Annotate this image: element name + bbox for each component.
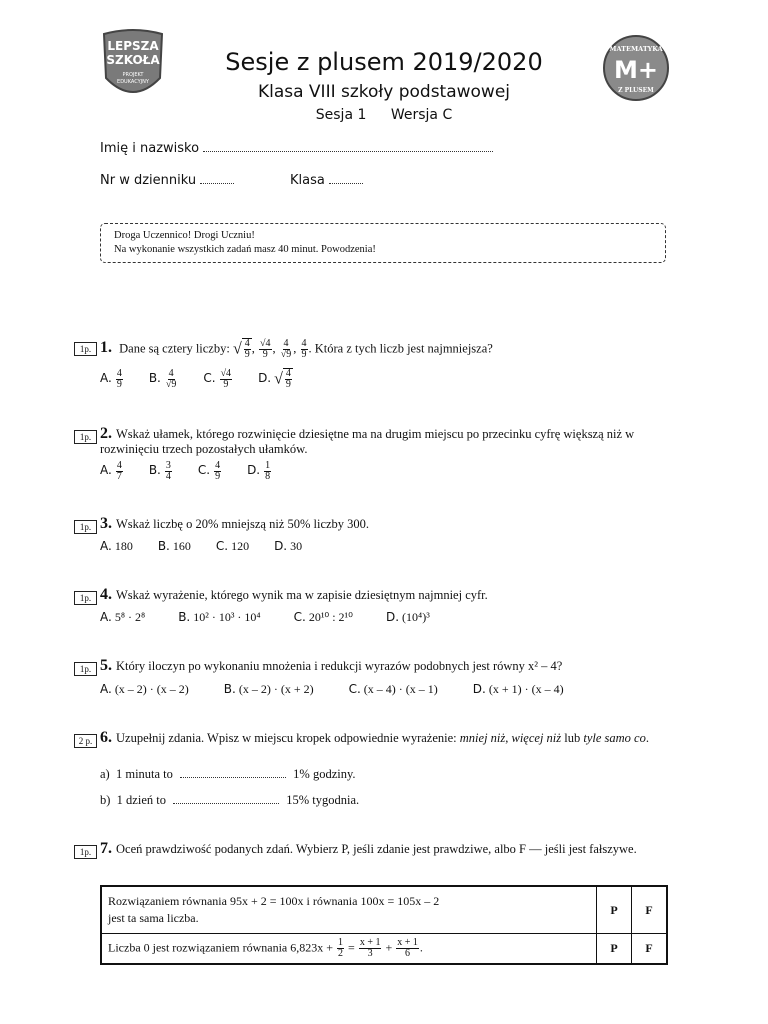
- points-box: 1p.: [74, 430, 97, 444]
- session-label: Sesja 1: [315, 107, 367, 123]
- table-row: [101, 886, 667, 934]
- number-label: Nr w dzienniku: [100, 173, 197, 188]
- true-false-table: [100, 885, 668, 965]
- page-subtitle: Klasa VIII szkoły podstawowej: [257, 82, 511, 102]
- task-5-options: [100, 682, 586, 697]
- task-number: 4.: [100, 586, 112, 603]
- option-c[interactable]: C. (x – 4) · (x – 1): [348, 682, 438, 696]
- task-2: [100, 426, 668, 457]
- version-label: Wersja C: [390, 107, 453, 123]
- task-4-options: [100, 610, 452, 625]
- notice-line2: Na wykonanie wszystkich zadań masz 40 minut. Powodzenia!: [114, 244, 376, 255]
- notice-line1: Droga Uczennico! Drogi Uczniu!: [114, 230, 255, 241]
- option-a[interactable]: A. $\frac{4}{7}$: [100, 460, 122, 482]
- class-label: Klasa: [290, 173, 325, 188]
- task-number: 7.: [100, 840, 112, 857]
- points-box: 1p.: [74, 591, 97, 605]
- statement-1: Rozwiązaniem równania 95x + 2 = 100x i równania 100x = 105x – 2 jest ta sama liczba.: [101, 886, 597, 934]
- task-5-text: Który iloczyn po wykonaniu mnożenia i redukcji wyrazów podobnych jest równy x² – 4?: [116, 659, 563, 673]
- task-4: [100, 587, 668, 603]
- number-blank[interactable]: [200, 173, 234, 184]
- option-a[interactable]: A. 5⁸ · 2⁸: [100, 610, 146, 624]
- option-b[interactable]: B. $\frac{3}{4}$: [148, 460, 171, 482]
- option-c[interactable]: C. $\frac{4}{9}$: [197, 460, 221, 482]
- name-blank[interactable]: [203, 141, 493, 152]
- option-b[interactable]: B. $\frac{4}{√9}$: [148, 368, 177, 390]
- option-b[interactable]: B. (x – 2) · (x + 2): [223, 682, 314, 696]
- task-number: 5.: [100, 657, 112, 674]
- true-option-2[interactable]: P: [597, 934, 632, 965]
- option-a[interactable]: A. 180: [100, 539, 133, 553]
- points-box: 1p.: [74, 845, 97, 859]
- math-4-over-9: $\frac{4}{9}$: [301, 338, 307, 360]
- statement-2: Liczba 0 jest rozwiązaniem równania 6,823x + $\frac{1}{2}$ = $\frac{x + 1}{3}$ + $\frac{x + 1}{6}$ .: [101, 934, 597, 965]
- logo-line3: PROJEKT: [122, 72, 144, 78]
- name-field[interactable]: [100, 141, 493, 156]
- number-field[interactable]: [100, 173, 234, 188]
- points-box: 1p.: [74, 342, 97, 356]
- task-number: 2.: [100, 425, 112, 442]
- points-box: 1p.: [74, 520, 97, 534]
- task-3-text: Wskaż liczbę o 20% mniejszą niż 50% liczby 300.: [116, 517, 370, 531]
- name-label: Imię i nazwisko: [100, 141, 200, 156]
- task-number: 3.: [100, 515, 112, 532]
- logo-right-top: MATEMATYKA: [609, 45, 663, 53]
- points-box: 1p.: [74, 662, 97, 676]
- logo-right-bottom: Z PLUSEM: [618, 87, 654, 94]
- option-a[interactable]: A. (x – 2) · (x – 2): [100, 682, 189, 696]
- option-c[interactable]: C. 20¹⁰ : 2¹⁰: [293, 610, 353, 624]
- task-2-text: Wskaż ułamek, którego rozwinięcie dziesiętne ma na drugim miejscu po przecinku cyfrę większą niż w rozwinięciu trzech pozostałych ułamków.: [100, 427, 635, 456]
- notice-box: [100, 223, 666, 263]
- session-info: [0, 107, 768, 123]
- logo-line2: SZKOŁA: [106, 53, 160, 67]
- task-7: [100, 841, 668, 857]
- task-6: 6. Uzupełnij zdania. Wpisz w miejscu kropek odpowiednie wyrażenie: mniej niż, więcej niż lub tyle samo co.: [100, 729, 649, 746]
- class-blank[interactable]: [329, 173, 363, 184]
- option-b[interactable]: B. 160: [157, 539, 191, 553]
- option-d[interactable]: D. (10⁴)³: [385, 610, 430, 624]
- logo-line4: EDUKACYJNY: [117, 79, 149, 85]
- task-5: [100, 658, 668, 674]
- page-title: Sesje z plusem 2019/2020: [225, 48, 543, 76]
- false-option-1[interactable]: F: [632, 886, 668, 934]
- true-option-1[interactable]: P: [597, 886, 632, 934]
- option-d[interactable]: D. $\frac{1}{8}$: [247, 460, 271, 482]
- logo-right-mark: M+: [614, 56, 658, 84]
- option-d[interactable]: D. (x + 1) · (x – 4): [472, 682, 564, 696]
- answer-blank-a[interactable]: [180, 767, 286, 778]
- task-4-text: Wskaż wyrażenie, którego wynik ma w zapisie dziesiętnym najmniej cyfr.: [116, 588, 488, 602]
- math-sqrt-4-over-9: √ $\frac{4}{9}$: [232, 338, 250, 360]
- task-1: 1. Dane są cztery liczby: √ $\frac{4}{9}$ , $\frac{√4}{9}$ , $\frac{4}{√9}$ , $\frac{4}{9}$ . Która z tych liczb jest najmniejsza?: [100, 338, 493, 360]
- math-sqrt4-over-9: $\frac{√4}{9}$: [260, 338, 271, 360]
- points-box: 2 p.: [74, 734, 97, 748]
- logo-line1: LEPSZA: [107, 39, 159, 53]
- task-3-options: [100, 539, 324, 554]
- option-d[interactable]: D. 30: [274, 539, 303, 553]
- answer-blank-b[interactable]: [173, 793, 279, 804]
- task-7-text: Oceń prawdziwość podanych zdań. Wybierz P, jeśli zdanie jest prawdziwe, albo F — jeśli jest fałszywe.: [116, 842, 637, 856]
- task-number: 1.: [100, 339, 112, 357]
- task-1-text-b: . Która z tych liczb jest najmniejsza?: [308, 341, 493, 356]
- option-d[interactable]: D. √ $\frac{4}{9}$: [258, 368, 291, 390]
- task-1-text-a: Dane są cztery liczby:: [119, 341, 230, 356]
- task-number: 6.: [100, 729, 112, 746]
- option-c[interactable]: C. 120: [215, 539, 250, 553]
- task-6-sub-a: a) 1 minuta to 1% godziny.: [100, 767, 356, 781]
- task-2-options: [100, 461, 294, 482]
- math-4-over-sqrt9: $\frac{4}{√9}$: [280, 338, 292, 360]
- table-row: [101, 934, 667, 965]
- class-field[interactable]: [290, 173, 363, 188]
- task-3: [100, 516, 668, 532]
- option-b[interactable]: B. 10² · 10³ · 10⁴: [178, 610, 261, 624]
- option-c[interactable]: C. $\frac{√4}{9}$: [203, 368, 232, 390]
- task-1-options: [100, 368, 315, 390]
- task-6-sub-b: b) 1 dzień to 15% tygodnia.: [100, 793, 360, 807]
- option-a[interactable]: A. $\frac{4}{9}$: [100, 368, 122, 390]
- false-option-2[interactable]: F: [632, 934, 668, 965]
